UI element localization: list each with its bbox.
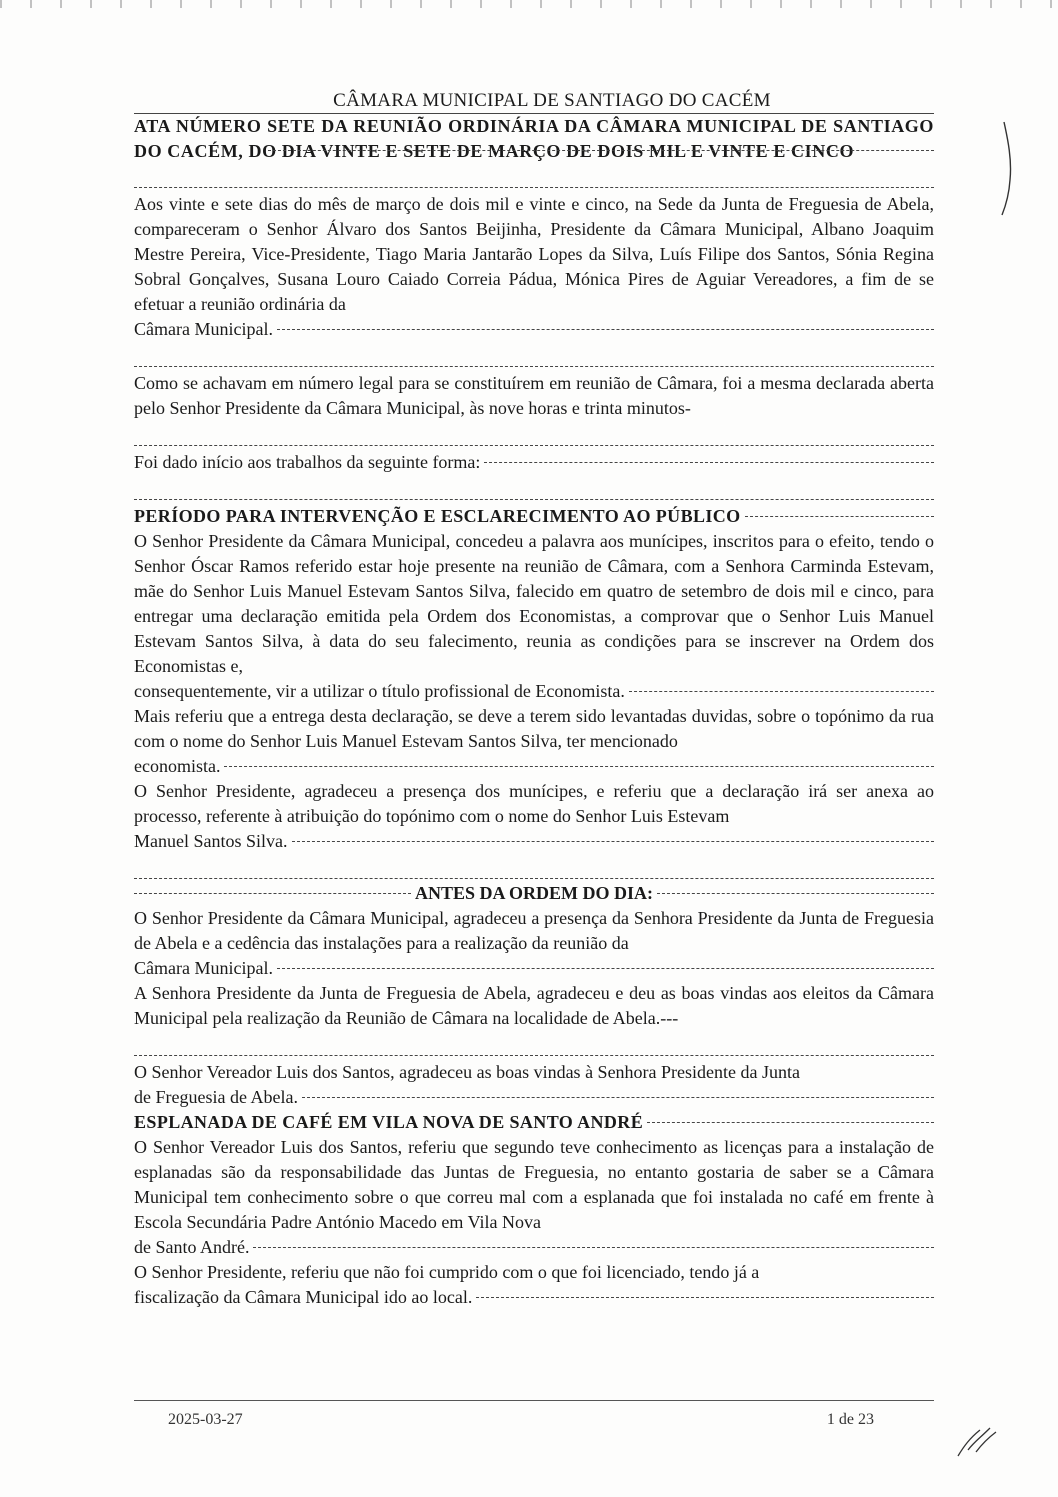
dashed-separator xyxy=(134,163,934,188)
paragraph-thanks-junta: O Senhor Presidente da Câmara Municipal, agradeceu a presença da Senhora Presidente da Junta de Freguesia de Abela e a cedência das instalações para a realização da reunião da xyxy=(134,908,934,953)
dashed-separator xyxy=(134,1031,934,1056)
scan-edge-marks xyxy=(0,0,1058,8)
footer-page-number: 1 de 23 xyxy=(826,1411,874,1428)
minutes-document xyxy=(134,88,934,1310)
paragraph-esplanada-answer-end: fiscalização da Câmara Municipal ido ao local. xyxy=(134,1285,934,1310)
paragraph-esplanada-answer: O Senhor Presidente, referiu que não foi cumprido com o que foi licenciado, tendo já a xyxy=(134,1262,760,1282)
dashed-separator xyxy=(134,475,934,500)
paragraph-start-works: Foi dado início aos trabalhos da seguinte forma: xyxy=(134,450,934,475)
paragraph-attendance: Aos vinte e sete dias do mês de março de dois mil e vinte e cinco, na Sede da Junta de Freguesia de Abela, compareceram o Senhor Álvaro dos Santos Beijinha, Presidente da Câmara Municipal, Albano Joaquim Mestre Pereira, Vice-Presidente, Tiago Maria Jantarão Lopes da Silva, Luís Filipe dos Santos, Sónia Regina Sobral Gonçalves, Susana Louro Caiado Correia Pádua, Mónica Pires de Aguiar Vereadores, a fim de se efetuar a reunião ordinária da xyxy=(134,194,934,314)
paragraph-esplanada-question: O Senhor Vereador Luis dos Santos, referiu que segundo teve conhecimento as licenças para a instalação de esplanadas são da responsabilidade das Juntas de Freguesia, no entanto gostaria de saber se a Câmara Municipal tem conhecimento sobre o que correu mal com a esplanada que foi instalada no café em frente à Escola Secundária Padre António Macedo em Vila Nova xyxy=(134,1137,934,1232)
dashed-separator xyxy=(134,342,934,367)
page-footer xyxy=(134,1400,934,1429)
paragraph-vereador-thanks-end: de Freguesia de Abela. xyxy=(134,1085,934,1110)
paragraph-vereador-thanks: O Senhor Vereador Luis dos Santos, agradeceu as boas vindas à Senhora Presidente da Junta xyxy=(134,1062,800,1082)
paragraph-declaration: Mais referiu que a entrega desta declaração, se deve a terem sido levantadas duvidas, sobre o topónimo da rua com o nome do Senhor Luis Manuel Estevam Santos Silva, ter mencionado xyxy=(134,706,934,751)
dashed-separator xyxy=(134,421,934,446)
paragraph-opening: Como se achavam em número legal para se constituírem em reunião de Câmara, foi a mesma declarada aberta pelo Senhor Presidente da Câmara Municipal, às nove horas e trinta minutos- xyxy=(134,373,934,418)
paragraph-public-intervention: O Senhor Presidente da Câmara Municipal, concedeu a palavra aos munícipes, inscritos para o efeito, tendo o Senhor Óscar Ramos referido estar hoje presente na reunião de Câmara, com a Senhora Carminda Estevam, mãe do Senhor Luis Manuel Estevam Santos Silva, falecido em quatro de setembro de dois mil e cinco, para entregar uma declaração emitida pela Ordem dos Economistas, a comprovar que o Senhor Luis Manuel Estevam Santos Silva, à data do seu falecimento, reunia as condições para se inscrever na Ordem dos Economistas e, xyxy=(134,531,934,676)
paragraph-thanks-junta-end: Câmara Municipal. xyxy=(134,956,934,981)
paragraph-president-thanks-end: Manuel Santos Silva. xyxy=(134,829,934,854)
minutes-title-text: ATA NÚMERO SETE DA REUNIÃO ORDINÁRIA DA CÂMARA MUNICIPAL DE SANTIAGO DO CACÉM, DO DIA VINTE E SETE DE MARÇO DE DOIS MIL E VINTE E CINCO xyxy=(134,116,934,161)
minutes-title xyxy=(134,114,934,163)
paragraph-public-intervention-end: consequentemente, vir a utilizar o título profissional de Economista. xyxy=(134,679,934,704)
paragraph-junta-welcome: A Senhora Presidente da Junta de Freguesia de Abela, agradeceu e deu as boas vindas aos eleitos da Câmara Municipal pela realização da Reunião de Câmara na localidade de Abela.--- xyxy=(134,983,934,1028)
paragraph-president-thanks: O Senhor Presidente, agradeceu a presença dos munícipes, e referiu que a declaração irá ser anexa ao processo, referente à atribuição do topónimo com o nome do Senhor Luis Estevam xyxy=(134,781,934,826)
section-heading-before-agenda: ANTES DA ORDEM DO DIA: xyxy=(134,881,934,906)
footer-date: 2025-03-27 xyxy=(168,1411,243,1428)
paragraph-declaration-end: economista. xyxy=(134,754,934,779)
margin-signature-mark xyxy=(994,120,1024,220)
section-heading-public: PERÍODO PARA INTERVENÇÃO E ESCLARECIMENTO AO PÚBLICO xyxy=(134,504,934,529)
paragraph-attendance-end: Câmara Municipal. xyxy=(134,317,934,342)
paragraph-esplanada-question-end: de Santo André. xyxy=(134,1235,934,1260)
dashed-separator xyxy=(134,854,934,879)
initials-signature-mark xyxy=(950,1420,1000,1460)
section-heading-esplanada: ESPLANADA DE CAFÉ EM VILA NOVA DE SANTO ANDRÉ xyxy=(134,1110,934,1135)
organization-name: CÂMARA MUNICIPAL DE SANTIAGO DO CACÉM xyxy=(333,90,771,111)
